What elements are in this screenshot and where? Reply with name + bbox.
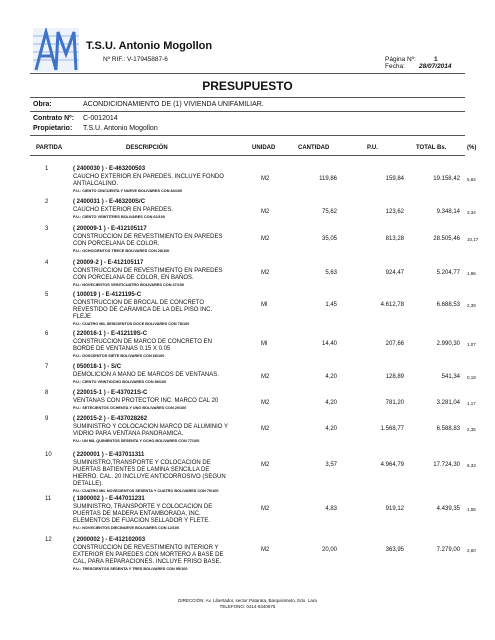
item-percent: 1,58	[467, 507, 476, 512]
item-percent: 2,35	[467, 427, 476, 432]
item-quantity: 1,45	[325, 302, 337, 308]
item-description-line: VENTANAS CON PROTECTOR INC. MARCO CAL 20	[73, 397, 219, 404]
item-description-line: ANTIALCALINO.	[73, 180, 119, 187]
item-description	[73, 496, 278, 531]
item-total: 541,34	[441, 374, 460, 380]
item-price-in-words: P.U.: DOSCIENTOS SIETE BOLIVARES CON 66/100	[73, 353, 165, 358]
item-total: 9.348,14	[436, 209, 460, 215]
obra-label: Obra:	[33, 101, 52, 108]
footer-address: DIRECCIÓN: Av. Libertador, sector Patarata, Barquisimeto, Edo. Lara	[178, 598, 317, 603]
col-pct: (%)	[467, 145, 477, 151]
item-description	[73, 331, 278, 359]
page-label: Página Nº:	[385, 56, 416, 63]
contrato-label: Contrato Nº:	[33, 115, 75, 122]
item-description-line: CAUCHO EXTERIOR EN PAREDES. INCLUYE FONDO	[73, 173, 224, 180]
item-code: ( 2400030 ) - E-463200503	[73, 166, 146, 172]
item-description-line: CONSTRUCCION DE REVESTIMIENTO EN PAREDES	[73, 233, 223, 240]
divider	[30, 155, 465, 156]
item-price-in-words: P.U.: CIENTO CINCUENTA Y NUEVE BOLIVARES CON 84/100	[73, 188, 183, 193]
item-description-line: HIERRO. CAL. 20 INCLUYE ANTICORROSIVO (SEGUN	[73, 473, 226, 480]
contrato-value: C-0012014	[83, 115, 118, 122]
item-description	[73, 199, 278, 220]
item-unit: M2	[261, 462, 270, 468]
item-quantity: 3,57	[325, 462, 337, 468]
item-description-line: CONSTRUCCION DE REVESTIMIENTO EN PAREDES	[73, 267, 223, 274]
item-description-line: CAUCHO EXTERIOR EN PAREDES.	[73, 206, 173, 213]
item-unit-price: 781,20	[385, 400, 404, 406]
divider	[30, 97, 465, 98]
item-unit-price: 207,66	[385, 341, 404, 347]
footer-phone: TELEFONO: 0414-5340575	[219, 604, 276, 609]
item-quantity: 119,86	[319, 176, 337, 182]
item-price-in-words: P.U.: CIENTO VEINTIOCHO BOLIVARES CON 89/100	[73, 379, 167, 384]
date-value: 28/07/2014	[419, 63, 452, 70]
item-total: 6.588,83	[436, 426, 460, 432]
item-description-line: SUMINISTRO Y COLOCACION MARCO DE ALUMINIO Y	[73, 423, 229, 430]
item-description-line: REVESTIDO DE CARAMICA DE LA DEL PISO INC.	[73, 306, 213, 313]
item-total: 4.439,35	[436, 506, 460, 512]
item-description-line: DETALLE).	[73, 480, 103, 487]
divider	[30, 111, 465, 112]
item-code: ( 220015-2 ) - E-437028262	[73, 416, 148, 422]
item-code: ( 2400031 ) - E-463200S/C	[73, 199, 146, 205]
item-description-line: DEMOLICION A MANO DE MARCOS DE VENTANAS.	[73, 371, 219, 378]
divider	[30, 73, 465, 74]
item-total: 28.505,46	[433, 236, 460, 242]
item-number: 1	[45, 166, 49, 172]
item-quantity: 20,00	[321, 547, 337, 553]
item-description-line: BORDE DE VENTANAS 0.15 X 0.05	[73, 345, 171, 352]
item-price-in-words: P.U.: CUATRO MIL SEISCIENTOS DOCE BOLIVARES CON 78/100	[73, 321, 190, 326]
item-unit: M2	[261, 270, 270, 276]
item-code: ( 200009-1 ) - E-412105117	[73, 226, 147, 232]
item-percent: 10,17	[467, 237, 479, 242]
item-percent: 2,60	[467, 548, 476, 553]
item-percent: 5,84	[467, 177, 476, 182]
item-unit-price: 919,12	[385, 506, 404, 512]
propietario-label: Propietario:	[33, 125, 73, 132]
item-quantity: 4,20	[325, 400, 337, 406]
item-percent: 1,86	[467, 271, 476, 276]
item-unit: Ml	[261, 302, 268, 308]
item-unit-price: 924,47	[385, 270, 404, 276]
col-cantidad: CANTIDAD	[298, 145, 330, 151]
item-quantity: 75,62	[321, 209, 337, 215]
item-unit-price: 363,95	[385, 547, 404, 553]
item-unit: Ml	[261, 341, 268, 347]
item-total: 6.688,53	[436, 302, 460, 308]
item-number: 9	[45, 416, 49, 422]
item-code: ( 2200001 ) - E-437011311	[73, 452, 145, 458]
item-description-line: CONSTRUCCION DE REVESTIMIENTO INTERIOR Y	[73, 544, 219, 551]
item-description	[73, 166, 278, 194]
item-number: 7	[45, 364, 49, 370]
item-code: ( 220015-1 ) - E-437021S-C	[73, 390, 148, 396]
obra-value: ACONDICIONAMIENTO DE (1) VIVIENDA UNIFAMILIAR.	[83, 101, 264, 108]
item-number: 6	[45, 331, 49, 337]
item-total: 19.158,42	[433, 176, 460, 182]
col-descripcion: DESCRIPCIÓN	[126, 145, 168, 151]
col-unidad: UNIDAD	[252, 145, 276, 151]
item-price-in-words: P.U.: UN MIL QUINIENTOS SESENTA Y OCHO BOLIVARES CON 77/100	[73, 438, 200, 443]
item-percent: 1,17	[467, 401, 476, 406]
item-unit-price: 1.568,77	[380, 426, 404, 432]
item-unit: M2	[261, 176, 270, 182]
item-price-in-words: P.U.: OCHOCIENTOS TRECE BOLIVARES CON 28/100	[73, 248, 170, 253]
col-pu: P.U.	[367, 145, 378, 151]
item-quantity: 4,20	[325, 374, 337, 380]
item-description-line: SUMINISTRO, TRANSPORTE Y COLOCACION DE	[73, 503, 213, 510]
item-description	[73, 292, 278, 327]
item-code: ( 20009-2 ) - E-412105117	[73, 260, 144, 266]
item-price-in-words: P.U.: CUATRO MIL NOVECIENTOS SESENTA Y CUATRO BOLIVARES CON 79/100	[73, 488, 219, 493]
item-price-in-words: P.U.: SETECIENTOS OCHENTA Y UNO BOLIVARES CON 20/100	[73, 405, 187, 410]
company-logo	[33, 28, 79, 72]
item-description-line: CONSTRUCCION DE BROCAL DE CONCRETO	[73, 299, 205, 306]
item-total: 7.279,00	[436, 547, 460, 553]
item-number: 8	[45, 390, 49, 396]
item-unit: M2	[261, 426, 270, 432]
item-number: 12	[45, 537, 52, 543]
item-description	[73, 416, 278, 444]
item-description-line: CON PORCELANA DE COLOR.	[73, 240, 160, 247]
divider	[30, 135, 465, 136]
item-description-line: PUERTAS DE MADERA ENTAMBORADA, INC.	[73, 510, 201, 517]
item-number: 2	[45, 199, 49, 205]
item-percent: 2,39	[467, 303, 476, 308]
item-code: ( 2000002 ) - E-412102003	[73, 537, 146, 543]
item-description	[73, 364, 278, 385]
item-number: 10	[45, 452, 52, 458]
item-code: ( 1800002 ) - E-447011231	[73, 496, 145, 502]
item-unit-price: 4.964,79	[380, 462, 404, 468]
item-description	[73, 260, 278, 288]
item-unit: M2	[261, 400, 270, 406]
item-quantity: 14,40	[321, 341, 337, 347]
rif-number: Nº RIF.: V-17945887-6	[103, 56, 168, 63]
date-label: Fecha:	[385, 63, 405, 70]
item-number: 4	[45, 260, 49, 266]
item-price-in-words: P.U.: TRESCIENTOS SESENTA Y TRES BOLIVARES CON 95/100	[73, 566, 188, 571]
item-description	[73, 226, 278, 254]
item-description	[73, 390, 278, 411]
item-description	[73, 452, 278, 494]
item-total: 3.281,04	[436, 400, 460, 406]
item-quantity: 5,63	[325, 270, 337, 276]
item-unit: M2	[261, 506, 270, 512]
item-unit-price: 128,89	[385, 374, 404, 380]
item-unit: M2	[261, 236, 270, 242]
company-name: T.S.U. Antonio Mogollon	[86, 40, 213, 52]
col-total: TOTAL Bs.	[416, 145, 447, 151]
item-unit: M2	[261, 547, 270, 553]
item-description-line: CON PORCELANA DE COLOR, EN BAÑOS.	[73, 274, 194, 281]
item-description-line: FLEJE	[73, 313, 92, 320]
item-code: ( 220016-1 ) - E-412119S-C	[73, 331, 148, 337]
col-partida: PARTIDA	[36, 145, 63, 151]
item-description-line: CONSTRUCCION DE MARCO DE CONCRETO EN	[73, 338, 212, 345]
item-code: ( 100019 ) - E-4121195-C	[73, 292, 142, 298]
item-unit-price: 123,62	[385, 209, 404, 215]
item-unit-price: 159,84	[385, 176, 404, 182]
item-description-line: PUERTAS BATIENTES DE LAMINA SENCILLA DE	[73, 466, 210, 473]
item-total: 5.204,77	[436, 270, 460, 276]
item-number: 11	[45, 496, 52, 502]
item-unit: M2	[261, 209, 270, 215]
item-percent: 1,07	[467, 342, 476, 347]
item-quantity: 4,20	[325, 426, 337, 432]
item-total: 17.724,30	[433, 462, 460, 468]
item-price-in-words: P.U.: CIENTO VEINTITRES BOLIVARES CON 62/100	[73, 214, 165, 219]
item-number: 3	[45, 226, 49, 232]
item-price-in-words: P.U.: NOVECIENTOS DIECINUEVE BOLIVARES CON 12/100	[73, 525, 180, 530]
item-total: 2.990,30	[436, 341, 460, 347]
item-description-line: EXTERIOR EN PAREDES CON MORTERO A BASE DE	[73, 551, 224, 558]
footer	[0, 598, 495, 610]
item-description	[73, 537, 278, 572]
item-quantity: 35,05	[321, 236, 337, 242]
item-percent: 0,19	[467, 375, 476, 380]
item-description-line: CAL, PARA REPARACIONES. INCLUYE FRISO BASE.	[73, 558, 222, 565]
item-percent: 6,33	[467, 463, 476, 468]
item-price-in-words: P.U.: NOVECIENTOS VEINTICUATRO BOLIVARES CON 47/100	[73, 282, 185, 287]
item-code: ( 050018-1 ) - S/C	[73, 364, 122, 370]
page-number: 1	[434, 56, 438, 63]
item-description-line: SUMINISTRO,TRANSPORTE Y COLOCACION DE	[73, 459, 211, 466]
item-description-line: ELEMENTOS DE FIJACION SELLADOR Y FLETE.	[73, 517, 211, 524]
item-unit-price: 813,28	[385, 236, 404, 242]
item-quantity: 4,83	[325, 506, 337, 512]
item-number: 5	[45, 292, 49, 298]
propietario-value: T.S.U. Antonio Mogollon	[83, 125, 158, 132]
document-title: PRESUPUESTO	[202, 79, 293, 93]
item-unit: M2	[261, 374, 270, 380]
item-description-line: VIDRIO PARA VENTANA PANORAMICA.	[73, 430, 184, 437]
item-percent: 3,34	[467, 210, 476, 215]
item-unit-price: 4.612,78	[380, 302, 404, 308]
